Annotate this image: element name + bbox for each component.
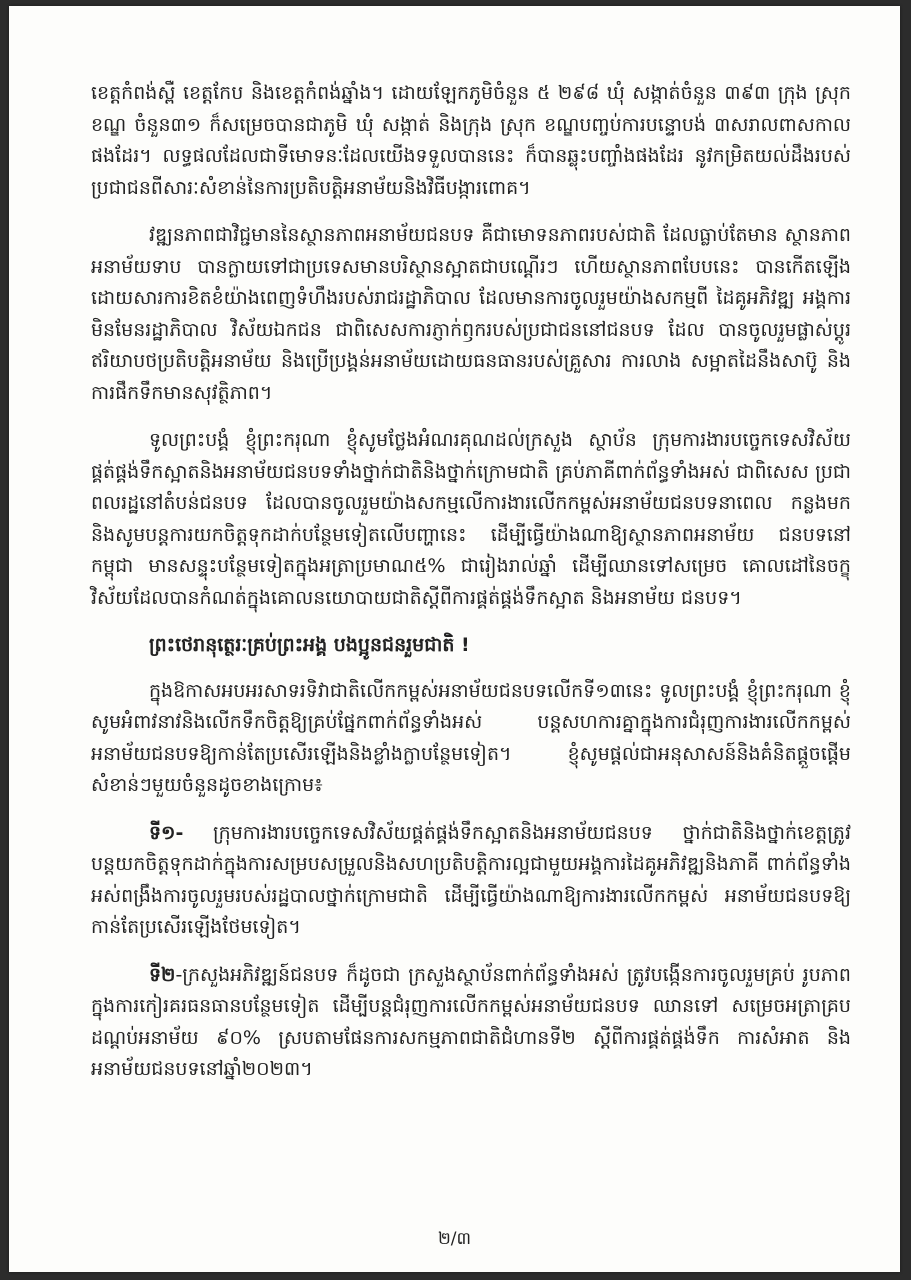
paragraph-2: វឌ្ឍនភាពជាវិជ្ជមាននៃស្ថានភាពអនាម័យជនបទ គឺជាមោទនភាពរបស់ជាតិ ដែលធ្លាប់តែមាន ស្ថានភាពអនាម័យទាប បានក្លាយទៅជាប្រទេសមានបរិស្ថានស្អាតជាបណ្ដើរៗ ហើយស្ថានភាពបែបនេះ បានកើតឡើងដោយសារការខិតខំយ៉ាងពេញទំហឹងរបស់រាជរដ្ឋាភិបាល ដែលមានការចូលរួមយ៉ាងសកម្មពី ដៃគូអភិវឌ្ឍ អង្គការមិនមែនរដ្ឋាភិបាល វិស័យឯកជន ជាពិសេសការភ្ញាក់ឭករបស់ប្រជាជននៅជនបទ ដែល បានចូលរួមផ្លាស់ប្ដូរឥរិយាបថប្រតិបត្តិអនាម័យ និងប្រើប្រង្គន់អនាម័យដោយធនធានរបស់គ្រួសារ ការលាង សម្អាតដៃនឹងសាប៊ូ និងការផឹកទឹកមានសុវត្ថិភាព។ xyxy=(91,224,851,404)
paragraph-1: ខេត្តកំពង់ស្ពឺ ខេត្តកែប និងខេត្តកំពង់ឆ្នាំង។ ដោយឡែកភូមិចំនួន ៥ ២៩៨ ឃុំ សង្កាត់ចំនួន ៣៩៣ ក្រុង ស្រុក ខណ្ឌ ចំនួន៣១ ក៏សម្រេចបានជាភូមិ ឃុំ សង្កាត់ និងក្រុង ស្រុក ខណ្ឌបញ្ចប់ការបន្ទោបង់ ៣សរាលពាសកាលផងដែរ។ លទ្ធផលដែលជាទីមោទនៈដែលយើងទទួលបាននេះ ក៏បានឆ្លុះបញ្ចាំងផងដែរ នូវកម្រិតយល់ដឹងរបស់ប្រជាជនពីសារៈសំខាន់នៃការប្រតិបត្តិអនាម័យនិងវិធីបង្ការពោគ។ xyxy=(91,82,851,199)
document-body xyxy=(91,78,851,1102)
item-2-label: ទី២ xyxy=(149,963,176,986)
salutation-heading: ព្រះថេរានុត្ថេរៈគ្រប់ព្រះអង្គ បងប្អូនជនរួមជាតិ ! xyxy=(149,634,470,656)
item-1-label: ទី១- xyxy=(149,821,184,844)
item-1-text: ក្រុមការងារបច្ចេកទេសវិស័យផ្គត់ផ្គង់ទឹកស្អាតនិងអនាម័យជនបទ ថ្នាក់ជាតិនិងថ្នាក់ខេត្តត្រូវ បន្តយកចិត្តទុកដាក់ក្នុងការសម្របសម្រួលនិងសហប្រតិបត្តិការល្អជាមួយអង្គការដៃគូអភិវឌ្ឍនិងភាគី ពាក់ព័ន្ធទាំងអស់ពង្រឹងការចូលរួមរបស់រដ្ឋបាលថ្នាក់ក្រោមជាតិ ដើម្បីធ្វើយ៉ាងណាឱ្យការងារលើកកម្ពស់ អនាម័យជនបទឱ្យកាន់តែប្រសើរឡើងថែមទៀត។ xyxy=(91,821,851,938)
item-2-text: -ក្រសួងអភិវឌ្ឍន៍ជនបទ ក៏ដូចជា ក្រសួងស្ថាប័នពាក់ព័ន្ធទាំងអស់ ត្រូវបង្កើនការចូលរួមគ្រប់ រូបភាព ក្នុងការកៀរគរធនធានបន្ថែមទៀត ដើម្បីបន្តជំរុញការលើកកម្ពស់អនាម័យជនបទ ឈានទៅ សម្រេចអត្រាគ្របដណ្ដប់អនាម័យ ៩០% ស្របតាមផែនការសកម្មភាពជាតិជំហានទី២ ស្ដីពីការផ្គត់ផ្គង់ទឹក ការសំអាត និងអនាម័យជនបទនៅឆ្នាំ២០២៣។ xyxy=(91,963,851,1080)
recommendation-item-2 xyxy=(91,960,851,1086)
document-page xyxy=(9,6,900,1272)
recommendation-item-1 xyxy=(91,818,851,944)
paragraph-4: ក្នុងឱកាសអបអរសាទរទិវាជាតិលើកកម្ពស់អនាម័យជនបទលើកទី១៣នេះ ទូលព្រះបង្គំ ខ្ញុំព្រះករុណា ខ្ញុំសូមអំពាវនាវនិងលើកទឹកចិត្តឱ្យគ្រប់ផ្នែកពាក់ព័ន្ធទាំងអស់ បន្តសហការគ្នាក្នុងការជំរុញការងារលើកកម្ពស់ អនាម័យជនបទឱ្យកាន់តែប្រសើរឡើងនិងខ្លាំងក្លាបន្ថែមទៀត។ ខ្ញុំសូមផ្ដល់ជាអនុសាសន៍និងគំនិតផ្ដួចផ្ដើម សំខាន់ៗមួយចំនួនដូចខាងក្រោម៖ xyxy=(91,679,851,796)
page-number: ២/៣ xyxy=(437,1229,472,1249)
paragraph-3: ទូលព្រះបង្គំ ខ្ញុំព្រះករុណា ខ្ញុំសូមថ្លែងអំណរគុណដល់ក្រសួង ស្ថាប័ន ក្រុមការងារបច្ចេកទេសវិស័យ ផ្គត់ផ្គង់ទឹកស្អាតនិងអនាម័យជនបទទាំងថ្នាក់ជាតិនិងថ្នាក់ក្រោមជាតិ គ្រប់ភាគីពាក់ព័ន្ធទាំងអស់ ជាពិសេស ប្រជាពលរដ្ឋនៅតំបន់ជនបទ ដែលបានចូលរួមយ៉ាងសកម្មលើការងារលើកកម្ពស់អនាម័យជនបទនាពេល កន្លងមក និងសូមបន្តការយកចិត្តទុកដាក់បន្ថែមទៀតលើបញ្ហានេះ ដើម្បីធ្វើយ៉ាងណាឱ្យស្ថានភាពអនាម័យ ជនបទនៅកម្ពុជា មានសន្ទុះបន្ថែមទៀតក្នុងអត្រាប្រមាណ៥% ជារៀងរាល់ឆ្នាំ ដើម្បីឈានទៅសម្រេច គោលដៅនៃចក្ខុវិស័យដែលបានកំណត់ក្នុងគោលនយោបាយជាតិស្ដីពីការផ្គត់ផ្គង់ទឹកស្អាត និងអនាម័យ ជនបទ។ xyxy=(91,429,851,609)
